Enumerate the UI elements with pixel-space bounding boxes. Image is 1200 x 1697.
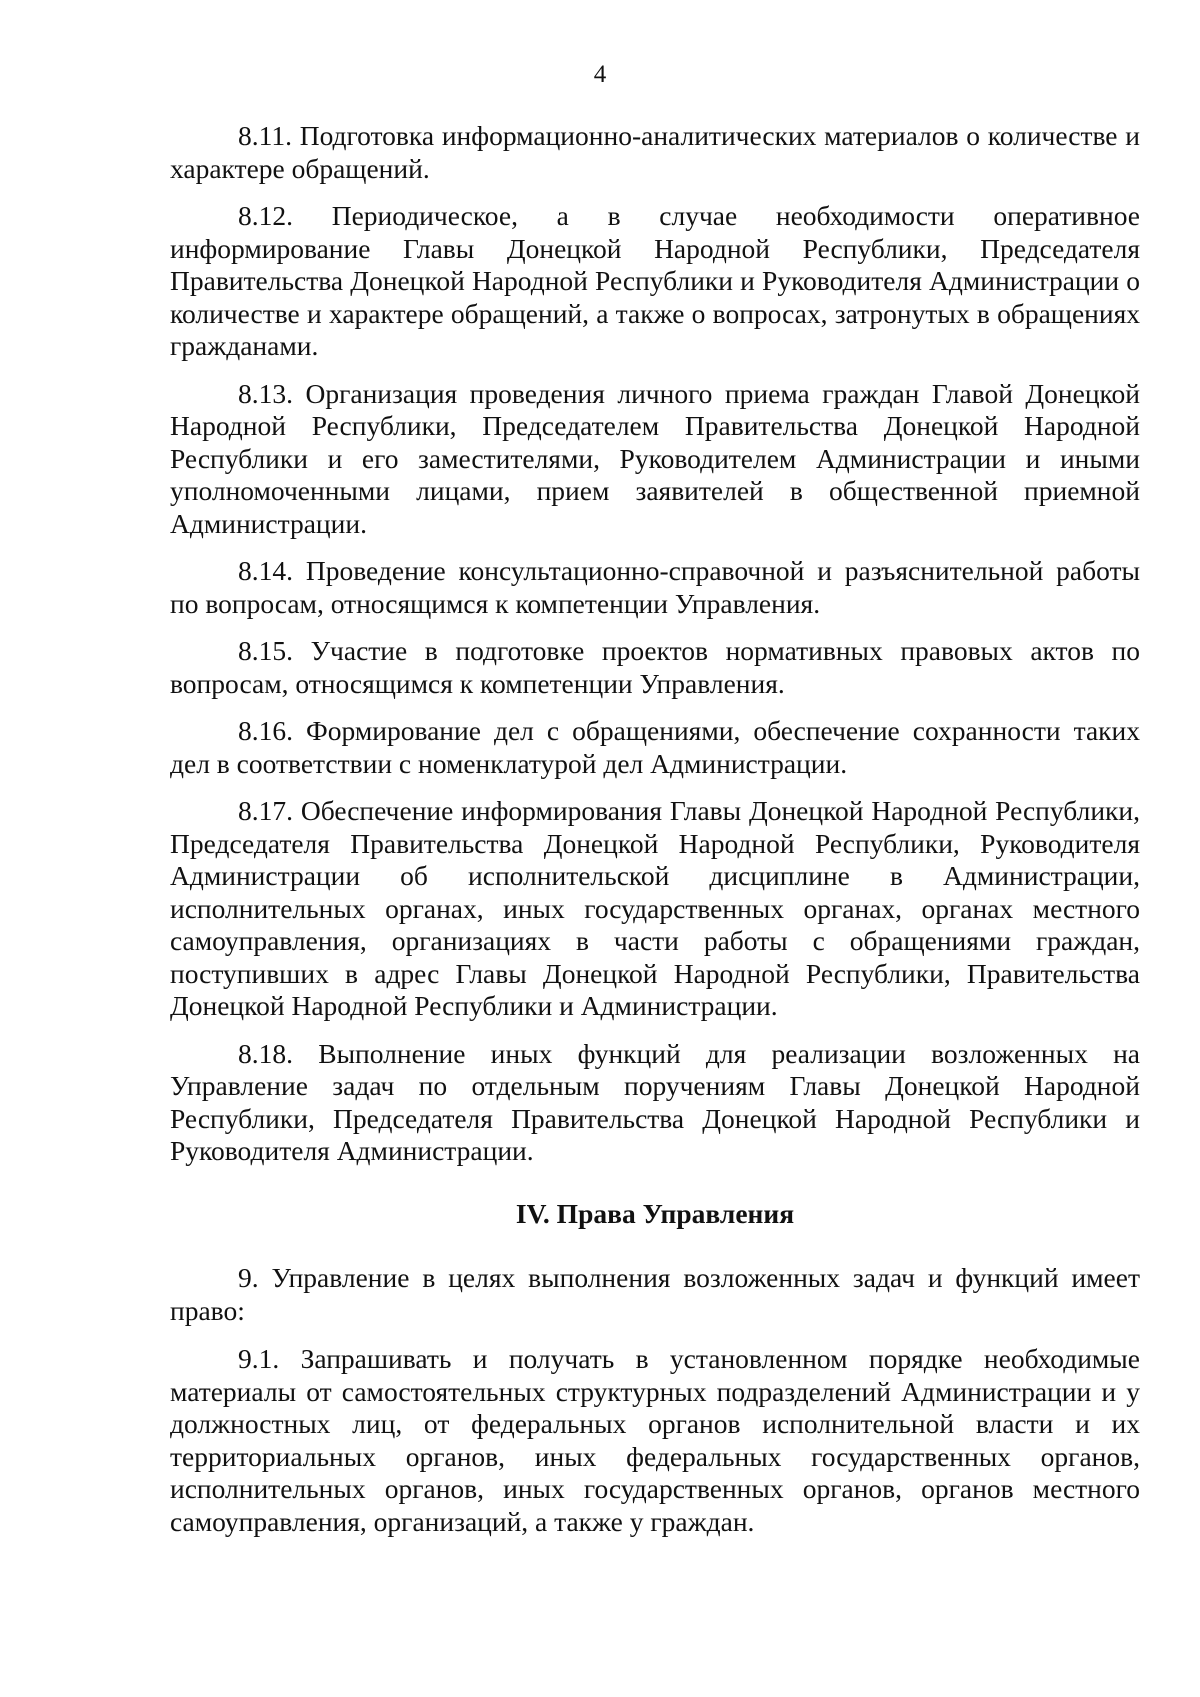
clause-8-11: 8.11. Подготовка информационно-аналитических материалов о количестве и характере обращений. — [170, 120, 1140, 184]
document-body — [170, 120, 1140, 1553]
section-heading: IV. Права Управления — [515, 1197, 795, 1229]
clause-8-18: 8.18. Выполнение иных функций для реализации возложенных на Управление задач по отдельным поручениям Главы Донецкой Народной Республики, Председателя Правительства Донецкой Народной Республики и Руководителя Администрации. — [170, 1037, 1140, 1166]
clause-8-17: 8.17. Обеспечение информирования Главы Донецкой Народной Республики, Председателя Правительства Донецкой Народной Республики, Руководителя Администрации об исполнительской дисциплине в Администрации, исполнительных органах, иных государственных органах, органах местного самоуправления, организациях в части работы с обращениями граждан, поступивших в адрес Главы Донецкой Народной Республики, Правительства Донецкой Народной Республики и Администрации. — [170, 795, 1140, 1021]
clause-8-12: 8.12. Периодическое, а в случае необходимости оперативное информирование Главы Донецкой Народной Республики, Председателя Правительства Донецкой Народной Республики и Руководителя Администрации о количестве и характере обращений, а также о вопросах, затронутых в обращениях гражданами. — [170, 200, 1140, 361]
clause-8-15: 8.15. Участие в подготовке проектов нормативных правовых актов по вопросам, относящимся к компетенции Управления. — [170, 635, 1140, 699]
clause-8-16: 8.16. Формирование дел с обращениями, обеспечение сохранности таких дел в соответствии с номенклатурой дел Администрации. — [170, 715, 1140, 779]
page-number: 4 — [593, 61, 607, 88]
clause-9: 9. Управление в целях выполнения возложенных задач и функций имеет право: — [170, 1262, 1140, 1326]
clause-9-1: 9.1. Запрашивать и получать в установленном порядке необходимые материалы от самостоятельных структурных подразделений Администрации и у должностных лиц, от федеральных органов исполнительной власти и их территориальных органов, иных федеральных государственных органов, исполнительных органов, иных государственных органов, органов местного самоуправления, организаций, а также у граждан. — [170, 1343, 1140, 1537]
clause-8-14: 8.14. Проведение консультационно-справочной и разъяснительной работы по вопросам, относящимся к компетенции Управления. — [170, 555, 1140, 619]
clause-8-13: 8.13. Организация проведения личного приема граждан Главой Донецкой Народной Республики, Председателем Правительства Донецкой Народной Республики и его заместителями, Руководителем Администрации и иными уполномоченными лицами, прием заявителей в общественной приемной Администрации. — [170, 377, 1140, 539]
